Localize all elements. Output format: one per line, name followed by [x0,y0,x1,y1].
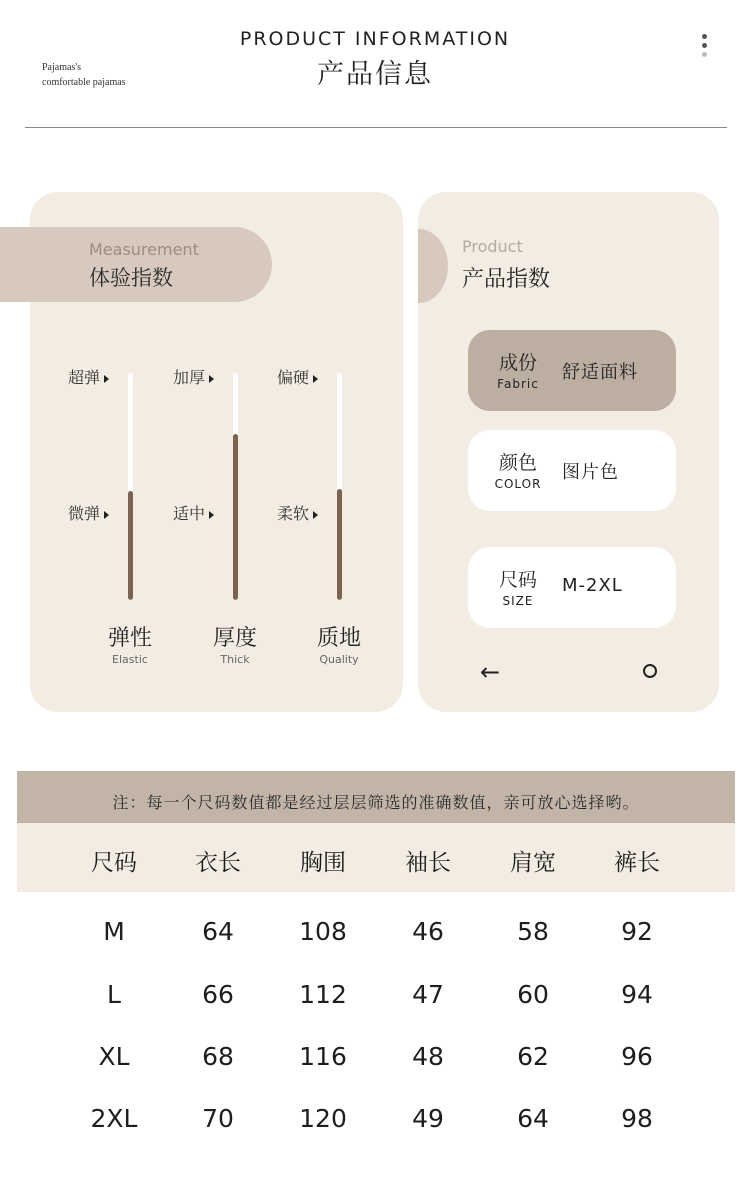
table-cell: 98 [621,1104,653,1133]
gauge-track [337,373,342,600]
measurement-title-cn: 体验指数 [89,266,173,290]
size-table-header [17,823,735,892]
size-note: 注：每一个尺码数值都是经过层层筛选的准确数值，亲可放心选择哟。 [112,793,640,812]
table-header-cell: 尺码 [91,850,137,876]
gauge-track [128,373,133,600]
row-value: M-2XL [562,575,623,596]
gauge-top-label [277,365,318,388]
gauge-name-en: Quality [319,653,359,666]
gauge-name-cn: 质地 [316,626,361,651]
pointer-icon [104,511,109,519]
gauge-name-en: Thick [220,653,250,666]
gauge-top-text: 加厚 [173,368,206,387]
row-key-en: SIZE [502,594,534,608]
row-key-cn: 尺码 [498,569,537,591]
table-header-cell: 肩宽 [510,850,556,876]
table-cell: L [107,980,121,1009]
decorative-half-circle [418,229,448,303]
table-cell: 120 [299,1104,347,1133]
gauge-top-text: 偏硬 [277,368,310,387]
table-cell: 62 [517,1042,549,1071]
pointer-icon [313,511,318,519]
row-key-en: COLOR [494,477,542,491]
gauge-mid-text: 适中 [173,504,206,523]
gauge-mid-text: 柔软 [277,504,310,523]
table-header-cell: 袖长 [405,850,451,876]
table-cell: 60 [517,980,549,1009]
table-cell: 92 [621,917,653,946]
table-cell: XL [98,1042,130,1071]
table-header-cell: 裤长 [614,850,660,876]
table-cell: 49 [412,1104,444,1133]
product-title-cn: 产品指数 [462,267,551,292]
circle-home-icon[interactable] [643,664,657,678]
gauge-top-label [173,365,214,388]
row-value: 图片色 [562,462,619,483]
gauge-mid-label [173,501,214,524]
row-key-cn: 颜色 [498,452,537,474]
gauge-track [233,373,238,600]
table-header-cell: 胸围 [300,850,346,876]
product-title-en: Product [462,237,523,256]
table-cell: 64 [202,917,234,946]
pointer-icon [313,375,318,383]
gauge-fill [337,489,342,600]
table-cell: 108 [299,917,347,946]
table-cell: M [103,917,125,946]
pointer-icon [104,375,109,383]
brand-line-2: comfortable pajamas [42,77,126,88]
table-header-cell: 衣长 [195,850,241,876]
table-cell: 70 [202,1104,234,1133]
table-cell: 46 [412,917,444,946]
table-cell: 64 [517,1104,549,1133]
product-row[interactable] [468,430,676,511]
gauge-mid-label [277,501,318,524]
back-arrow-icon[interactable]: ← [480,658,501,686]
table-cell: 96 [621,1042,653,1071]
gauge-name-en: Elastic [112,653,148,666]
table-cell: 58 [517,917,549,946]
pointer-icon [209,375,214,383]
gauge-fill [128,491,133,600]
table-cell: 66 [202,980,234,1009]
gauge-fill [233,434,238,600]
gauge-mid-label [68,501,109,524]
row-key-en: Fabric [497,377,539,391]
page-title-en: PRODUCT INFORMATION [239,28,511,50]
table-cell: 68 [202,1042,234,1071]
gauge-name-cn: 厚度 [212,626,257,651]
row-value: 舒适面料 [562,362,638,383]
table-cell: 116 [299,1042,347,1071]
header-divider [25,127,727,128]
row-key-cn: 成份 [498,352,537,374]
more-dots-icon[interactable] [702,34,710,61]
brand-line-1: Pajamas's [42,62,82,73]
gauge-top-label [68,365,109,388]
table-cell: 48 [412,1042,444,1071]
product-card [418,192,719,712]
table-cell: 47 [412,980,444,1009]
gauge-mid-text: 微弹 [68,504,101,523]
table-cell: 112 [299,980,347,1009]
gauge-name-cn: 弹性 [107,626,152,651]
table-cell: 2XL [90,1104,138,1133]
product-row[interactable] [468,547,676,628]
table-cell: 94 [621,980,653,1009]
gauge-top-text: 超弹 [68,368,101,387]
page-title-cn: 产品信息 [317,59,433,90]
pointer-icon [209,511,214,519]
product-row[interactable] [468,330,676,411]
size-note-bar [17,771,735,823]
measurement-title-en: Measurement [89,240,199,259]
